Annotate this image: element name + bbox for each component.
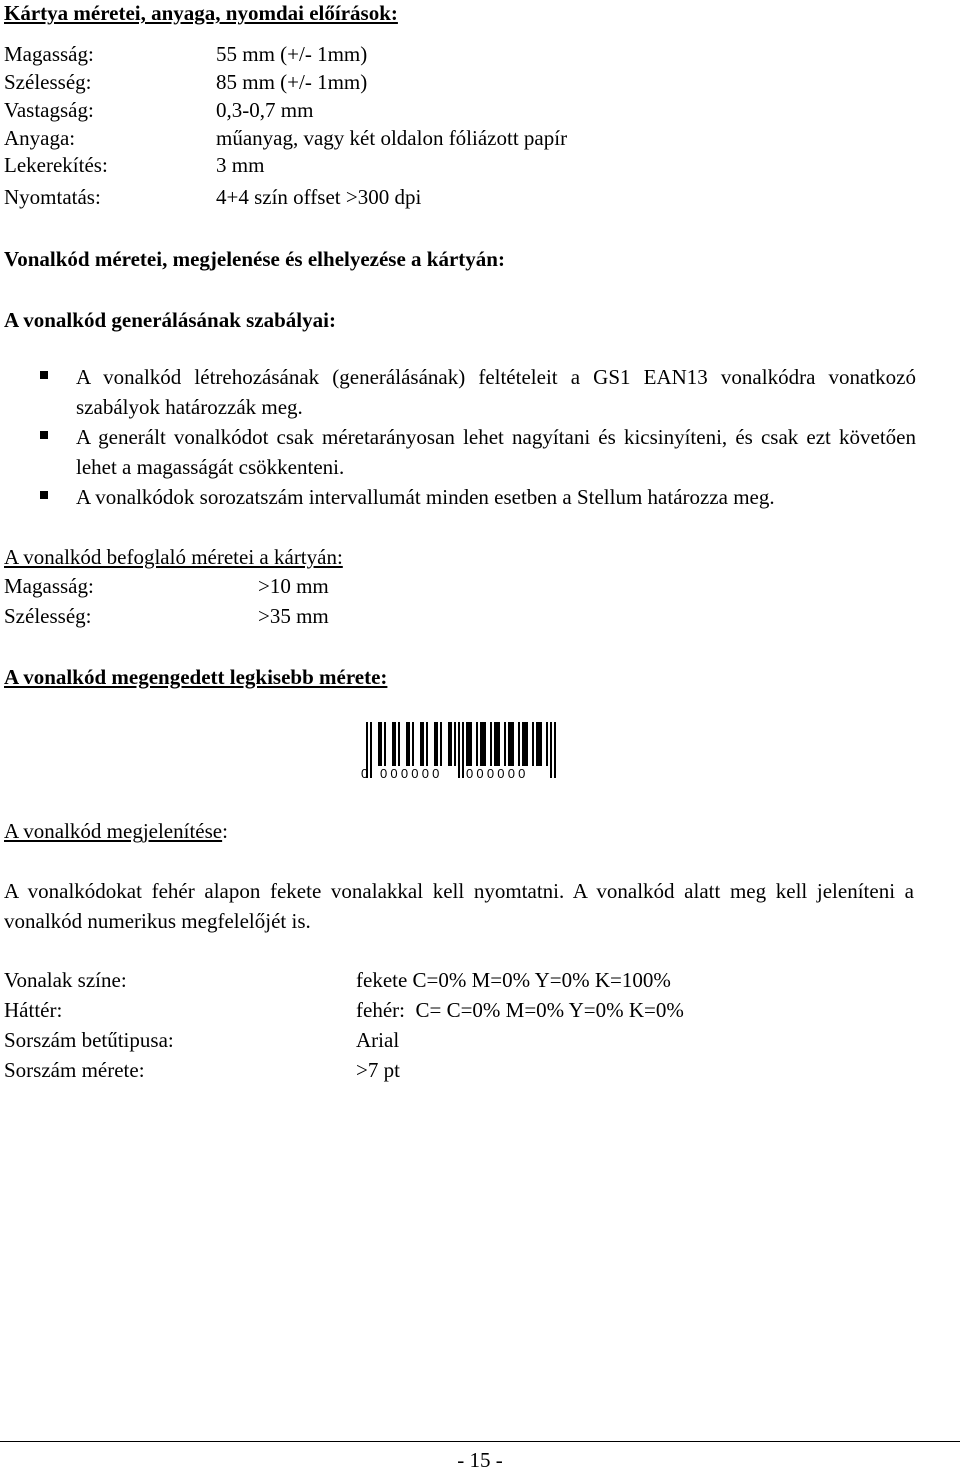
barcode-bar <box>532 722 534 766</box>
barcode-image <box>360 718 560 782</box>
barcode-bar <box>498 722 500 766</box>
barcode-bar <box>458 722 460 778</box>
barcode-bar <box>398 722 400 766</box>
barcode-bar <box>394 722 396 766</box>
barcode-bar <box>508 722 510 766</box>
barcode-bar <box>546 722 548 766</box>
barcode-bar <box>512 722 514 766</box>
bullet-text: A vonalkód létrehozásának (generálásának) feltételeit a GS1 EAN13 vonalkódra vonatkozó szabályok határozzák meg. <box>76 365 916 419</box>
barcode-digits-right: 000000 <box>466 766 529 781</box>
heading-barcode-display <box>4 816 228 846</box>
barcode-bar <box>496 722 498 766</box>
spec-value: 3 mm <box>216 153 265 177</box>
list-item <box>40 482 916 512</box>
spec-value: műanyag, vagy két oldalon fóliázott papír <box>216 126 568 150</box>
spec-value: 55 mm (+/- 1mm) <box>216 42 368 66</box>
heading-colon: : <box>222 819 228 843</box>
spec-value: fehér: C= C=0% M=0% Y=0% K=0% <box>356 998 684 1022</box>
display-paragraph: A vonalkódokat fehér alapon fekete vonalakkal kell nyomtatni. A vonalkód alatt meg kell jeleníteni a vonalkód numerikus megfelelőjét is. <box>4 879 914 933</box>
barcode-bar <box>412 722 414 766</box>
page-number: - 15 - <box>457 1448 503 1472</box>
spec-label: Vastagság: <box>4 98 94 122</box>
heading-card-specs: Kártya méretei, anyaga, nyomdai előírások: <box>4 1 398 25</box>
barcode-bar <box>440 722 442 766</box>
spec-value: Arial <box>356 1028 400 1052</box>
barcode-bar <box>480 722 482 766</box>
spec-label: Háttér: <box>4 998 63 1022</box>
barcode-bar <box>536 722 538 766</box>
spec-label: Nyomtatás: <box>4 185 101 209</box>
barcode-bar <box>554 722 556 778</box>
barcode-bar <box>524 722 526 766</box>
spec-label: Vonalak színe: <box>4 968 127 992</box>
barcode-digits-left: 000000 <box>380 766 443 781</box>
barcode-bar <box>406 722 408 766</box>
barcode-bar <box>422 722 424 766</box>
barcode-bar <box>370 722 372 778</box>
barcode-bar <box>504 722 506 766</box>
barcode-bar <box>550 722 552 778</box>
spec-label: Magasság: <box>4 42 94 66</box>
spec-value: 4+4 szín offset >300 dpi <box>216 185 422 209</box>
heading-text: A vonalkód megjelenítése <box>4 819 223 843</box>
list-item <box>40 362 916 422</box>
spec-label: Sorszám mérete: <box>4 1058 145 1082</box>
barcode-bar <box>490 722 492 766</box>
bullet-square-icon <box>40 371 48 379</box>
barcode-bar <box>448 722 450 766</box>
bullet-square-icon <box>40 491 48 499</box>
barcode-bar <box>510 722 512 766</box>
barcode-bar <box>468 722 470 766</box>
spec-label: Szélesség: <box>4 604 92 628</box>
bullet-square-icon <box>40 431 48 439</box>
barcode-bar <box>462 722 464 778</box>
barcode-bar <box>436 722 438 766</box>
barcode-bar <box>540 722 542 766</box>
spec-label: Anyaga: <box>4 126 76 150</box>
spec-label: Sorszám betűtipusa: <box>4 1028 174 1052</box>
barcode-bar <box>526 722 528 766</box>
heading-bounding-size: A vonalkód befoglaló méretei a kártyán: <box>4 545 343 569</box>
barcode-bar <box>420 722 422 766</box>
barcode-bar <box>466 722 468 766</box>
barcode-bar <box>392 722 394 766</box>
barcode-bar <box>538 722 540 766</box>
barcode-bar <box>450 722 452 766</box>
heading-barcode-appearance: Vonalkód méretei, megjelenése és elhelyezése a kártyán: <box>4 247 505 271</box>
barcode-digit-first: 0 <box>361 766 369 781</box>
heading-generation-rules: A vonalkód generálásának szabályai: <box>4 308 336 332</box>
barcode-bar <box>426 722 428 766</box>
spec-value: 85 mm (+/- 1mm) <box>216 70 368 94</box>
spec-value: >7 pt <box>356 1058 400 1082</box>
barcode-bar <box>378 722 380 766</box>
spec-value: >10 mm <box>258 574 329 598</box>
spec-label: Szélesség: <box>4 70 92 94</box>
barcode-bar <box>522 722 524 766</box>
barcode-bar <box>482 722 484 766</box>
footer-divider <box>0 1441 960 1442</box>
spec-value: fekete C=0% M=0% Y=0% K=100% <box>356 968 671 992</box>
rules-list <box>40 362 916 512</box>
barcode-bar <box>408 722 410 766</box>
barcode-bar <box>470 722 472 766</box>
barcode-bar <box>380 722 382 766</box>
bullet-text: A vonalkódok sorozatszám intervallumát minden esetben a Stellum határozza meg. <box>76 485 775 509</box>
bullet-text: A generált vonalkódot csak méretarányosan lehet nagyítani és kicsinyíteni, és csak ezt követően lehet a magasságát csökkenteni. <box>76 425 916 479</box>
barcode-bar <box>384 722 386 766</box>
spec-label: Lekerekítés: <box>4 153 108 177</box>
barcode-bar <box>454 722 456 766</box>
barcode-bar <box>494 722 496 766</box>
spec-value: 0,3-0,7 mm <box>216 98 314 122</box>
list-item <box>40 422 916 482</box>
barcode-bar <box>518 722 520 766</box>
spec-value: >35 mm <box>258 604 329 628</box>
spec-label: Magasság: <box>4 574 94 598</box>
barcode-bar <box>484 722 486 766</box>
heading-min-size: A vonalkód megengedett legkisebb mérete: <box>4 665 388 689</box>
barcode-bar <box>434 722 436 766</box>
barcode-bar <box>476 722 478 766</box>
